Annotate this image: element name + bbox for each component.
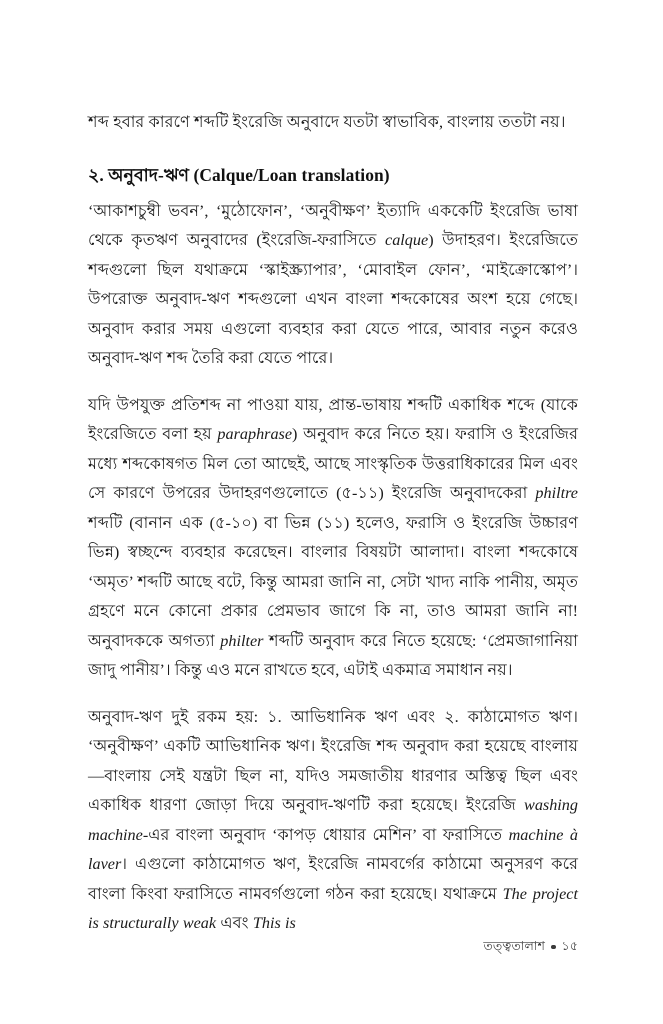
italic-term-calque: calque [385,231,429,249]
text-segment: । এগুলো কাঠামোগত ঋণ, ইংরেজি নামবর্গের কাঠামো অনুসরণ করে বাংলা কিংবা ফরাসিতে নামবর্গগুলো গঠন করা হয়েছে। যথাক্রমে [88,855,578,903]
italic-term-washing-machine: washing machine [88,796,578,844]
bullet-separator-icon [551,945,556,950]
text-segment: -এর বাংলা অনুবাদ ‘কাপড় ধোয়ার মেশিন’ বা ফরাসিতে [142,825,509,844]
text-segment: ‘আকাশচুম্বী ভবন’, ‘মুঠোফোন’, ‘অনুবীক্ষণ’ ইত্যাদি এককেটি ইংরেজি ভাষা থেকে কৃতঋণ অনুবাদের (ইংরেজি-ফরাসিতে [88,201,578,249]
text-segment: ) উদাহরণ। ইংরেজিতে শব্দগুলো ছিল যথাক্রমে ‘স্কাইস্ক্র্যাপার’, ‘মোবাইল ফোন’, ‘মাইক্রোস্কোপ’। উপরোক্ত অনুবাদ-ঋণ শব্দগুলো এখন বাংলা শব্দকোষের অংশ হয়ে গেছে। অনুবাদ করার সময় এগুলো ব্যবহার করা যেতে পারে, আবার নতুন করেও অনুবাদ-ঋণ শব্দ তৈরি করা যেতে পারে। [88,231,578,367]
italic-example-this-is: This is [252,914,296,932]
text-segment: অনুবাদ-ঋণ দুই রকম হয়: ১. আভিধানিক ঋণ এবং ২. কাঠামোগত ঋণ। ‘অনুবীক্ষণ’ একটি আভিধানিক ঋণ। ইংরেজি শব্দ অনুবাদ করা হয়েছে বাংলায়—বাংলায় সেই যন্ত্রটা ছিল না, যদিও সমজাতীয় ধারণার অস্তিত্ব ছিল এবং একাধিক ধারণা জোড়া দিয়ে অনুবাদ-ঋণটি করা হয়েছে। ইংরেজি [88,707,578,814]
italic-term-paraphrase: paraphrase [217,425,293,443]
italic-term-philtre: philtre [535,484,578,502]
italic-term-machine-a-laver: machine à laver [88,825,579,873]
text-segment: শব্দটি অনুবাদ করে নিতে হয়েছে: ‘প্রেমজাগানিয়া জাদু পানীয়’। কিন্তু এও মনে রাখতে হবে, এটাই একমাত্র সমাধান নয়। [88,631,578,679]
paragraph-loan-types [88,703,578,939]
page-number: ১৫ [561,939,578,953]
paragraph-calque-examples [88,197,578,374]
italic-example-project-weak: The project is structurally weak [88,884,578,932]
italic-term-philter: philter [220,631,264,650]
paragraph-paraphrase [88,391,578,686]
page-footer [88,938,578,958]
journal-name: তত্ত্বতালাশ [483,939,546,953]
text-segment: ) অনুবাদ করে নিতে হয়। ফরাসি ও ইংরেজির মধ্যে শব্দকোষগত মিল তো আছেই, আছে সাংস্কৃতিক উত্তরাধিকারের মিল এবং সে কারণে উপরের উদাহরণগুলোতে (৫-১১) ইংরেজি অনুবাদকেরা [88,425,579,502]
page-content [88,108,578,939]
section-heading: ২. অনুবাদ-ঋণ (Calque/Loan translation) [88,164,390,185]
paragraph-continuation: শব্দ হবার কারণে শব্দটি ইংরেজি অনুবাদে যতটা স্বাভাবিক, বাংলায় ততটা নয়। [88,113,566,131]
text-segment: যদি উপযুক্ত প্রতিশব্দ না পাওয়া যায়, প্রান্ত-ভাষায় শব্দটি একাধিক শব্দে (যাকে ইংরেজিতে বলা হয় [88,395,578,443]
text-segment: এবং [216,914,253,932]
text-segment: শব্দটি (বানান এক (৫-১০) বা ভিন্ন (১১) হলেও, ফরাসি ও ইংরেজি উচ্চারণ ভিন্ন) স্বচ্ছন্দে ব্যবহার করেছেন। বাংলার বিষয়টা আলাদা। বাংলা শব্দকোষে ‘অমৃত’ শব্দটি আছে বটে, কিন্তু আমরা জানি না, সেটা খাদ্য নাকি পানীয়, অমৃত গ্রহণে মনে কোনো প্রকার প্রেমভাব জাগে কি না, তাও আমরা জানি না! অনুবাদককে অগত্যা [88,513,578,650]
